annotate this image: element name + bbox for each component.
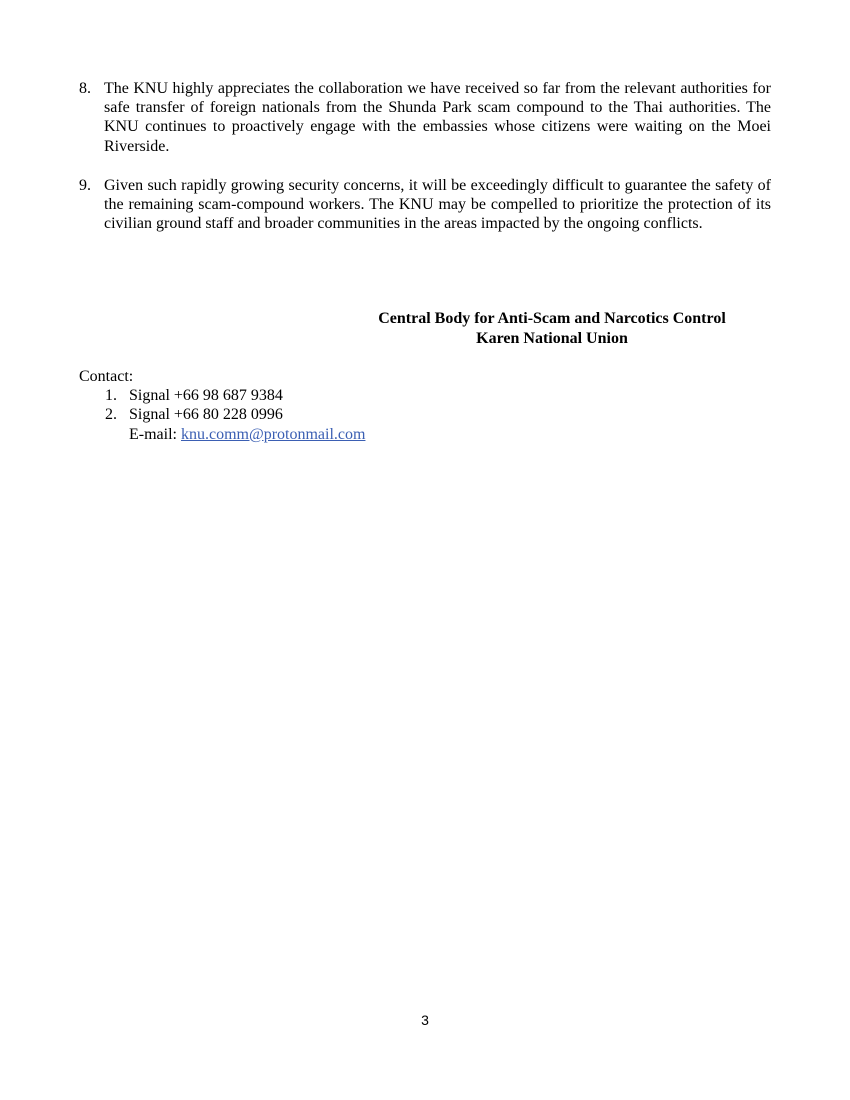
contact-entry (79, 405, 365, 424)
signature-body-name: Central Body for Anti-Scam and Narcotics Control (378, 310, 726, 327)
signature-organization: Karen National Union (476, 329, 628, 347)
contact-entry-number: 2. (105, 406, 117, 424)
contact-section (79, 367, 365, 444)
email-link[interactable]: knu.comm@protonmail.com (180, 425, 366, 443)
paragraph-number: 8. (79, 80, 91, 97)
paragraph-number: 9. (79, 177, 91, 194)
page-number: 3 (421, 1012, 429, 1028)
contact-heading: Contact: (79, 368, 134, 385)
contact-entry-text: Signal +66 98 687 9384 (129, 387, 283, 405)
numbered-paragraph-8 (79, 79, 771, 156)
contact-email-row (79, 425, 365, 444)
signature-block (330, 309, 774, 348)
contact-entry-text: Signal +66 80 228 0996 (129, 406, 283, 424)
contact-entry (79, 386, 365, 405)
email-label: E-mail: (129, 425, 177, 443)
numbered-paragraph-9 (79, 176, 771, 234)
paragraph-text: The KNU highly appreciates the collaboration we have received so far from the relevant authorities for safe transfer of foreign nationals from the Shunda Park scam compound to the Thai authorities. The KNU continues to proactively engage with the embassies whose citizens were waiting on the Moei Riverside. (104, 80, 771, 155)
contact-entry-number: 1. (105, 387, 117, 405)
paragraph-text: Given such rapidly growing security concerns, it will be exceedingly difficult to guarantee the safety of the remaining scam-compound workers. The KNU may be compelled to prioritize the protection of its civilian ground staff and broader communities in the areas impacted by the ongoing conflicts. (104, 177, 771, 233)
